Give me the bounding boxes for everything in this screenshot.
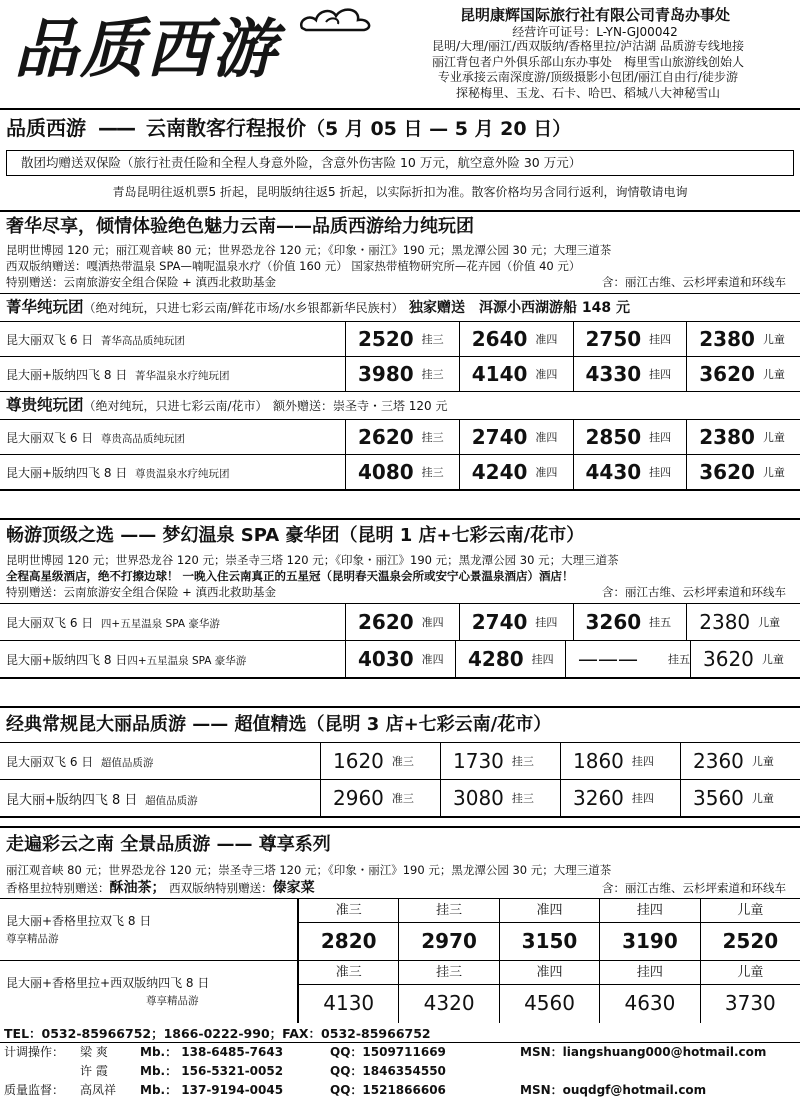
price-cell [345, 455, 459, 489]
route-tag: 菁华温泉水疗纯玩团 [134, 369, 230, 382]
grade: 儿童 [762, 431, 785, 444]
route-label: 昆大丽+版纳四飞 8 日 [6, 792, 138, 808]
price-column [398, 899, 498, 960]
special-gifts-right: 含：丽江古维、云杉坪索道和环线车 [602, 275, 786, 289]
price: 3260 [573, 786, 624, 810]
price-row [0, 779, 800, 816]
contact-qq: QQ：1509711669 [330, 1045, 446, 1059]
grade: 准四 [535, 431, 558, 444]
sub-name: 菁华纯玩团 [6, 298, 84, 316]
price-cell [345, 604, 459, 640]
grade-header: 准四 [500, 899, 599, 923]
price-column [298, 961, 398, 1023]
price: 2960 [333, 786, 384, 810]
license-number: 经营许可证号：L-YN-GJ00042 [512, 25, 678, 39]
banna-gifts: 西双版纳赠送：嘎洒热带温泉 SPA—喃呢温泉水疗（价值 160 元） 国家热带植物研究所—花卉园（价值 40 元） [6, 259, 581, 273]
price: 4240 [471, 460, 528, 484]
grade: 儿童 [762, 333, 785, 346]
price-cell [686, 322, 800, 356]
price-cell [573, 322, 687, 356]
price-cell [686, 420, 800, 454]
grade: 挂三 [511, 755, 534, 768]
contact-msn [520, 1062, 800, 1081]
price-column [499, 961, 599, 1023]
grade: 挂四 [531, 653, 554, 666]
special-gifts-right: 含：丽江古维、云杉坪索道和环线车 [602, 881, 786, 895]
grade: 挂四 [631, 792, 654, 805]
grade: 挂四 [649, 466, 672, 479]
grade: 儿童 [751, 792, 774, 805]
price-cell [459, 322, 573, 356]
grade: 挂三 [421, 466, 444, 479]
flight-note: 青岛昆明往返机票5 折起，昆明版纳往返5 折起，以实际折扣为准。散客价格均另含同行返利，询情敬请电询 [112, 185, 688, 199]
price-row [0, 419, 800, 454]
price: 4280 [468, 647, 524, 671]
route-tag: 尊享精品游 [6, 932, 59, 945]
grade-header: 准三 [299, 961, 398, 985]
included-sights: 昆明世博园 120 元；世界恐龙谷 120 元；崇圣寺三塔 120 元；《印象・丽江》190 元；黑龙潭公园 30 元；大理三道茶 [6, 553, 619, 567]
grade-header: 挂四 [600, 961, 699, 985]
table-row [0, 961, 800, 1023]
price-cell [680, 780, 800, 816]
price: 3620 [699, 460, 755, 484]
route-name [0, 614, 345, 631]
route-name [0, 651, 345, 668]
price-cell [573, 420, 687, 454]
route-label: 昆大丽双飞 6 日 [6, 430, 94, 445]
route-label: 昆大丽+版纳四飞 8 日 [6, 465, 128, 480]
route-tag: 尊贵温泉水疗纯玩团 [134, 467, 230, 480]
price: 2620 [358, 425, 414, 449]
contact-row [0, 1062, 800, 1081]
intro-line: 丽江背包者户外俱乐部山东办事处 梅里雪山旅游线创始人 [431, 54, 744, 69]
price-row [0, 356, 800, 391]
contact-role: 计调操作： [4, 1045, 65, 1059]
sub-section-zungui [0, 391, 800, 419]
price: 2970 [421, 929, 477, 953]
sub-note: （绝对纯玩，只进七彩云南/鲜花市场/水乡银都新华民族村） [83, 301, 404, 315]
price-cell [459, 604, 573, 640]
price-cell [320, 780, 440, 816]
route-tag: 尊享精品游 [146, 995, 199, 1007]
route-label: 昆大丽双飞 6 日 [6, 332, 94, 347]
price-cell [345, 420, 459, 454]
price-cell [459, 357, 573, 391]
route-name [0, 331, 345, 348]
price: 4130 [323, 991, 375, 1015]
price: 2520 [722, 929, 779, 953]
contact-qq: QQ：1846354550 [330, 1064, 446, 1078]
price: 3190 [622, 929, 678, 953]
price: 2850 [585, 425, 642, 449]
contact-name: 梁 爽 [80, 1045, 108, 1059]
grade-header: 挂三 [399, 961, 498, 985]
contact-block [0, 1026, 800, 1100]
price-cell [345, 357, 459, 391]
price-row [0, 321, 800, 356]
grade: 挂五 [668, 653, 690, 666]
price: 2740 [471, 610, 528, 634]
special-gifts-left: 特别赠送：云南旅游安全组合保险 + 滇西北救助基金 [6, 275, 276, 289]
grade: 挂三 [511, 792, 534, 805]
section-title: 畅游顶级之选 —— 梦幻温泉 SPA 豪华团（昆明 1 店+七彩云南/花市） [6, 525, 585, 546]
title-main: 云南散客行程报价 [146, 116, 306, 140]
price: 2380 [699, 610, 751, 634]
price: 4560 [524, 991, 575, 1015]
special-gifts [0, 274, 800, 290]
hotel-note: 全程高星级酒店，绝不打擦边球！ 一晚入住云南真正的五星冠（昆明春天温泉会所或安宁心景温泉酒店）酒店！ [6, 569, 574, 583]
route-label: 昆大丽+香格里拉+西双版纳四飞 8 日 [6, 976, 210, 990]
included-sights: 丽江观音峡 80 元；世界恐龙谷 120 元；崇圣寺三塔 120 元；《印象・丽江》190 元；黑龙潭公园 30 元；大理三道茶 [6, 863, 612, 877]
price: 4080 [358, 460, 414, 484]
grade: 挂四 [649, 333, 672, 346]
route-tag: 四+五星温泉 SPA 豪华游 [100, 617, 220, 630]
page-title [6, 113, 796, 143]
price-cell [560, 780, 680, 816]
price-cell [560, 743, 680, 779]
special-gifts [0, 584, 800, 600]
price: 2620 [358, 610, 414, 634]
price-cell [686, 455, 800, 489]
price: 2380 [699, 327, 755, 351]
section-title: 经典常规昆大丽品质游 —— 超值精选（昆明 3 店+七彩云南/花市） [6, 714, 552, 735]
route-name [0, 753, 320, 770]
price: 3620 [703, 647, 754, 671]
section-luxury [0, 210, 800, 491]
grade: 儿童 [762, 466, 785, 479]
route-tag: 超值品质游 [145, 794, 198, 807]
grade: 挂五 [649, 616, 672, 629]
price-cell [680, 743, 800, 779]
grade: 挂四 [649, 431, 672, 444]
sub-section-jinghua [0, 293, 800, 321]
grade-header: 准四 [500, 961, 599, 985]
grade: 准三 [391, 755, 414, 768]
price-cell [440, 743, 560, 779]
price: 3620 [699, 362, 755, 386]
route-name [0, 961, 298, 1023]
price-cell [686, 357, 800, 391]
price: 4320 [423, 991, 475, 1015]
contact-mobile: Mb.： 156-5321-0052 [140, 1064, 284, 1078]
gift-label: 西双版纳特别赠送： [169, 881, 273, 895]
premium-price-table [0, 898, 800, 1023]
price-cell [686, 604, 800, 640]
agency-intro [378, 39, 798, 101]
price: 1860 [573, 749, 624, 773]
route-tag: 四+五星温泉 SPA 豪华游 [127, 654, 247, 667]
price-cell [320, 743, 440, 779]
price-row [0, 742, 800, 779]
price: 4140 [471, 362, 528, 386]
grade-header: 儿童 [701, 961, 800, 985]
gift-label: 香格里拉特别赠送： [6, 881, 110, 895]
route-name [0, 789, 320, 808]
price-cell [573, 604, 687, 640]
intro-line: 昆明/大理/丽江/西双版纳/香格里拉/泸沽湖 品质游专线地接 [431, 39, 745, 53]
contact-name: 许 霞 [80, 1064, 108, 1078]
price-row [0, 603, 800, 640]
sub-extra: 独家赠送 洱源小西湖游船 148 元 [409, 300, 630, 316]
price: 2360 [693, 749, 744, 773]
price: 4330 [585, 362, 642, 386]
sub-note: （绝对纯玩，只进七彩云南/花市） [83, 399, 268, 413]
grade: 准四 [535, 333, 558, 346]
price-column [700, 961, 800, 1023]
grade: 儿童 [751, 755, 774, 768]
section-title: 奢华尽享，倾情体验绝色魅力云南——品质西游给力纯玩团 [6, 216, 474, 237]
route-label: 昆大丽双飞 6 日 [6, 754, 94, 769]
price-column [499, 899, 599, 960]
special-gifts [0, 878, 800, 898]
phone-fax: TEL：0532-85966752；1866-0222-990；FAX：0532-85966752 [0, 1026, 800, 1043]
contact-row [0, 1081, 800, 1100]
grade-header: 挂四 [600, 899, 699, 923]
price: ——— [578, 647, 638, 671]
price-column [599, 899, 699, 960]
logo: 品质西游 [14, 12, 278, 87]
route-tag: 菁华高品质纯玩团 [100, 334, 185, 347]
price-cell [440, 780, 560, 816]
grade: 准四 [535, 466, 558, 479]
grade: 挂三 [421, 333, 444, 346]
price: 4430 [585, 460, 642, 484]
price-column [599, 961, 699, 1023]
route-label: 昆大丽+版纳四飞 8 日 [6, 652, 128, 667]
price-cell [345, 322, 459, 356]
price-row [0, 640, 800, 677]
price: 2740 [471, 425, 528, 449]
title-brand: 品质西游 [6, 116, 86, 140]
route-tag: 超值品质游 [100, 756, 154, 769]
gift-item: 傣家菜 [272, 880, 315, 896]
grade: 挂三 [421, 431, 444, 444]
insurance-notice: 散团均赠送双保险（旅行社责任险和全程人身意外险，含意外伤害险 10 万元，航空意外险 30 万元） [6, 150, 794, 176]
price: 2520 [358, 327, 414, 351]
price: 3260 [585, 610, 642, 634]
header [0, 0, 800, 108]
grade: 挂三 [421, 368, 444, 381]
contact-row [0, 1043, 800, 1062]
price-column [700, 899, 800, 960]
price-cell [565, 641, 690, 677]
price-cell [690, 641, 800, 677]
sub-extra: 额外赠送：崇圣寺・三塔 120 元 [272, 399, 448, 413]
grade: 儿童 [758, 616, 781, 629]
price-row [0, 454, 800, 489]
price: 3150 [521, 929, 578, 953]
price-cell [455, 641, 565, 677]
gift-item: 酥油茶； [109, 880, 166, 896]
grade: 挂四 [631, 755, 654, 768]
price: 3730 [724, 991, 776, 1015]
route-label: 昆大丽双飞 6 日 [6, 615, 94, 630]
price: 2380 [699, 425, 755, 449]
title-period: （5 月 05 日 — 5 月 20 日） [306, 118, 572, 140]
price: 3980 [358, 362, 414, 386]
grade-header: 挂三 [399, 899, 498, 923]
price-cell [459, 455, 573, 489]
intro-line: 专业承接云南深度游/顶级摄影小包团/丽江自由行/徒步游 [437, 70, 739, 84]
special-gifts-left: 特别赠送：云南旅游安全组合保险 + 滇西北救助基金 [6, 585, 276, 599]
price: 4030 [358, 647, 414, 671]
cloud-swirl-icon [296, 2, 376, 36]
route-name [0, 899, 298, 960]
price: 2750 [585, 327, 642, 351]
contact-mobile: Mb.： 137-9194-0045 [140, 1083, 284, 1097]
grade: 儿童 [762, 368, 785, 381]
price-cell [459, 420, 573, 454]
price: 2640 [471, 327, 528, 351]
price-column [298, 899, 398, 960]
grade: 准三 [391, 792, 414, 805]
grade: 挂四 [649, 368, 672, 381]
route-name [0, 366, 345, 383]
contact-role: 质量监督： [4, 1083, 65, 1097]
price: 1730 [453, 749, 504, 773]
contact-qq: QQ：1521866606 [330, 1083, 446, 1097]
price: 2820 [320, 929, 377, 953]
price-cell [345, 641, 455, 677]
sub-name: 尊贵纯玩团 [6, 396, 84, 414]
route-name [0, 429, 345, 446]
price: 4630 [624, 991, 676, 1015]
grade: 准四 [535, 368, 558, 381]
contact-mobile: Mb.： 138-6485-7643 [140, 1045, 284, 1059]
contact-msn: MSN：ouqdgf@hotmail.com [520, 1083, 707, 1097]
price: 3080 [453, 786, 504, 810]
header-divider [0, 108, 800, 110]
route-tag: 尊贵高品质纯玩团 [100, 432, 185, 445]
section-classic [0, 706, 800, 818]
contact-name: 高凤祥 [80, 1083, 117, 1097]
contact-msn: MSN：liangshuang000@hotmail.com [520, 1045, 767, 1059]
grade-header: 准三 [299, 899, 398, 923]
contact-role [0, 1062, 80, 1081]
section-spa [0, 518, 800, 679]
price-cell [573, 455, 687, 489]
price: 3560 [693, 786, 744, 810]
special-gifts-right: 含：丽江古维、云杉坪索道和环线车 [602, 585, 786, 599]
intro-line: 探秘梅里、玉龙、石卡、哈巴、稻城八大神秘雪山 [455, 85, 720, 100]
grade: 准四 [421, 616, 444, 629]
grade: 挂四 [535, 616, 558, 629]
price-column [398, 961, 498, 1023]
agency-name: 昆明康辉国际旅行社有限公司青岛办事处 [459, 6, 730, 24]
title-dash: —— [98, 116, 134, 140]
section-premium [0, 826, 800, 1023]
price-cell [573, 357, 687, 391]
grade-header: 儿童 [701, 899, 800, 923]
price: 1620 [333, 749, 384, 773]
grade: 儿童 [761, 653, 784, 666]
included-sights: 昆明世博园 120 元；丽江观音峡 80 元；世界恐龙谷 120 元；《印象・丽江》190 元；黑龙潭公园 30 元；大理三道茶 [6, 243, 612, 257]
grade: 准四 [421, 653, 444, 666]
route-label: 昆大丽+版纳四飞 8 日 [6, 367, 128, 382]
route-name [0, 464, 345, 481]
route-label: 昆大丽+香格里拉双飞 8 日 [6, 913, 152, 928]
section-title: 走遍彩云之南 全景品质游 —— 尊享系列 [6, 834, 331, 855]
table-row [0, 899, 800, 961]
